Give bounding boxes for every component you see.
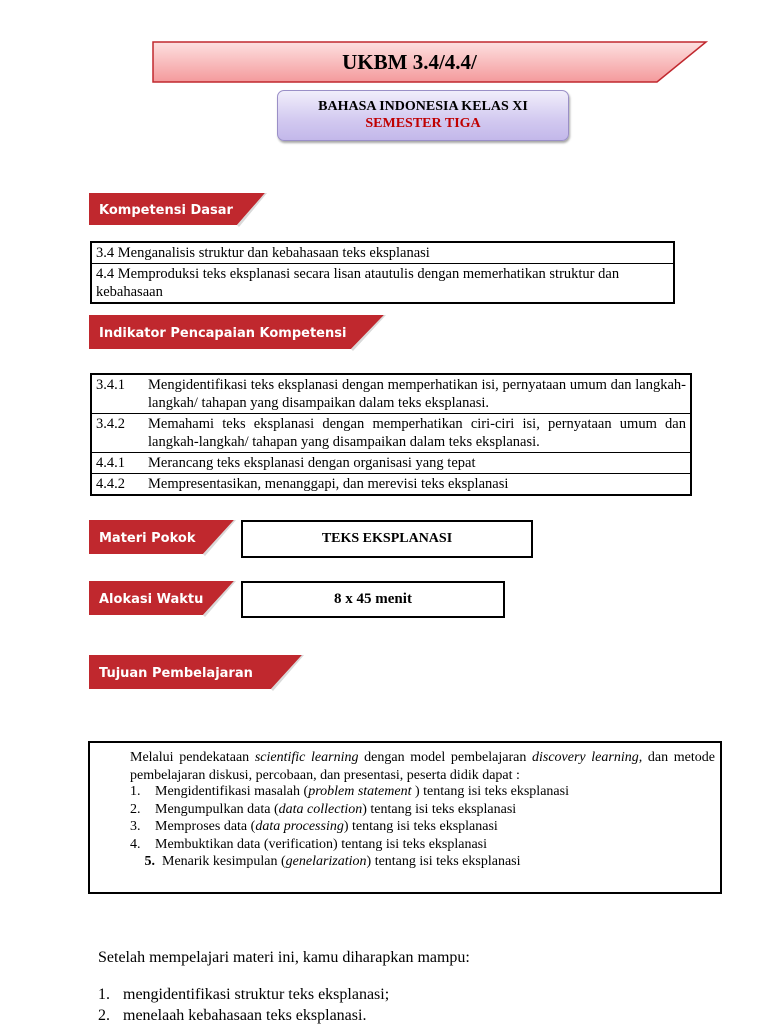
section-label-indikator <box>89 315 386 351</box>
intro-text: dengan model pembelajaran <box>358 750 532 765</box>
section-label-text: Kompetensi Dasar <box>99 202 233 218</box>
indicator-number: 4.4.2 <box>96 476 125 492</box>
section-label-alokasi-waktu <box>89 581 236 617</box>
item-italic: data collection <box>278 801 363 817</box>
item-text: Menarik kesimpulan ( <box>162 854 286 869</box>
subject-box <box>277 90 569 141</box>
intro-italic: scientific learning <box>254 750 359 765</box>
section-label-materi-pokok <box>89 520 236 556</box>
semester-label: SEMESTER TIGA <box>365 116 481 131</box>
item-text: ) tentang isi teks eksplanasi <box>411 784 569 799</box>
title-banner <box>152 41 707 83</box>
list-item <box>98 1005 389 1026</box>
indicator-text: Memahami teks eksplanasi dengan memperhatikan ciri-ciri isi, pernyataan umum dan langkah-langkah/ tahapan yang disampaikan dalam teks eksplanasi. <box>148 416 686 450</box>
indicator-number: 4.4.1 <box>96 455 125 471</box>
item-text: Mengidentifikasi masalah ( <box>155 784 309 799</box>
item-text: mengidentifikasi struktur teks eksplanasi; <box>123 986 390 1003</box>
list-item <box>98 984 389 1005</box>
item-text: ) tentang isi teks eksplanasi <box>362 801 517 817</box>
item-number: 4. <box>130 836 141 852</box>
indicator-number: 3.4.2 <box>96 416 125 432</box>
item-number: 2. <box>130 801 141 817</box>
indicator-number: 3.4.1 <box>96 377 125 393</box>
item-text: Membuktikan data (verification) tentang isi teks eksplanasi <box>155 836 488 852</box>
item-italic: genelarization <box>285 854 367 869</box>
item-text: Memproses data ( <box>155 819 256 834</box>
table-row <box>91 474 691 496</box>
table-row: 4.4 Memproduksi teks eksplanasi secara lisan atautulis dengan memerhatikan struktur dan kebahasaan <box>91 264 674 304</box>
intro-text: dan metode pembelajaran diskusi, percobaan, dan presentasi, peserta didik dapat : <box>130 750 715 783</box>
item-text: ) tentang isi teks eksplanasi <box>343 819 498 834</box>
section-label-text: Materi Pokok <box>99 530 196 546</box>
section-label-text: Alokasi Waktu <box>99 591 204 607</box>
tujuan-intro <box>130 749 715 784</box>
section-label-text: Indikator Pencapaian Kompetensi <box>99 325 347 341</box>
item-italic: data processing <box>255 819 344 834</box>
alokasi-waktu-value: 8 x 45 menit <box>241 581 505 618</box>
list-item <box>130 836 715 854</box>
after-list <box>98 984 389 1026</box>
after-intro: Setelah mempelajari materi ini, kamu diharapkan mampu: <box>98 949 470 966</box>
table-row <box>91 453 691 474</box>
item-number: 2. <box>98 1007 110 1024</box>
indicator-text: Merancang teks eksplanasi dengan organisasi yang tepat <box>148 455 476 471</box>
item-number: 1. <box>98 986 110 1003</box>
intro-text: Melalui pendekataan <box>130 750 255 765</box>
list-item <box>130 801 715 819</box>
item-italic: problem statement <box>308 784 412 799</box>
item-number: 5. <box>144 854 155 869</box>
tujuan-box <box>88 741 722 894</box>
intro-italic: discovery learning, <box>531 750 643 765</box>
table-row: 3.4 Menganalisis struktur dan kebahasaan teks eksplanasi <box>91 242 674 264</box>
list-item <box>130 853 715 871</box>
item-number: 1. <box>130 784 141 799</box>
section-label-text: Tujuan Pembelajaran <box>99 665 253 681</box>
list-item <box>130 783 715 801</box>
indicator-text: Mempresentasikan, menanggapi, dan merevisi teks eksplanasi <box>148 476 509 492</box>
kompetensi-dasar-table <box>90 241 675 304</box>
table-row <box>91 374 691 414</box>
subject-title: BAHASA INDONESIA KELAS XI <box>318 99 528 114</box>
item-number: 3. <box>130 819 141 834</box>
item-text: Mengumpulkan data ( <box>155 801 279 817</box>
section-label-kompetensi-dasar <box>89 193 267 227</box>
indicator-text: Mengidentifikasi teks eksplanasi dengan memperhatikan isi, pernyataan umum dan langkah-langkah/ tahapan yang disampaikan dalam teks eksplanasi. <box>148 377 686 411</box>
materi-pokok-value: TEKS EKSPLANASI <box>241 520 533 558</box>
indikator-table <box>90 373 692 496</box>
table-row <box>91 414 691 453</box>
section-label-tujuan <box>89 655 304 691</box>
page-title: UKBM 3.4/4.4/ <box>342 49 477 74</box>
tujuan-list <box>130 783 715 871</box>
list-item <box>130 818 715 836</box>
item-text: menelaah kebahasaan teks eksplanasi. <box>123 1007 367 1024</box>
item-text: ) tentang isi teks eksplanasi <box>366 854 521 869</box>
